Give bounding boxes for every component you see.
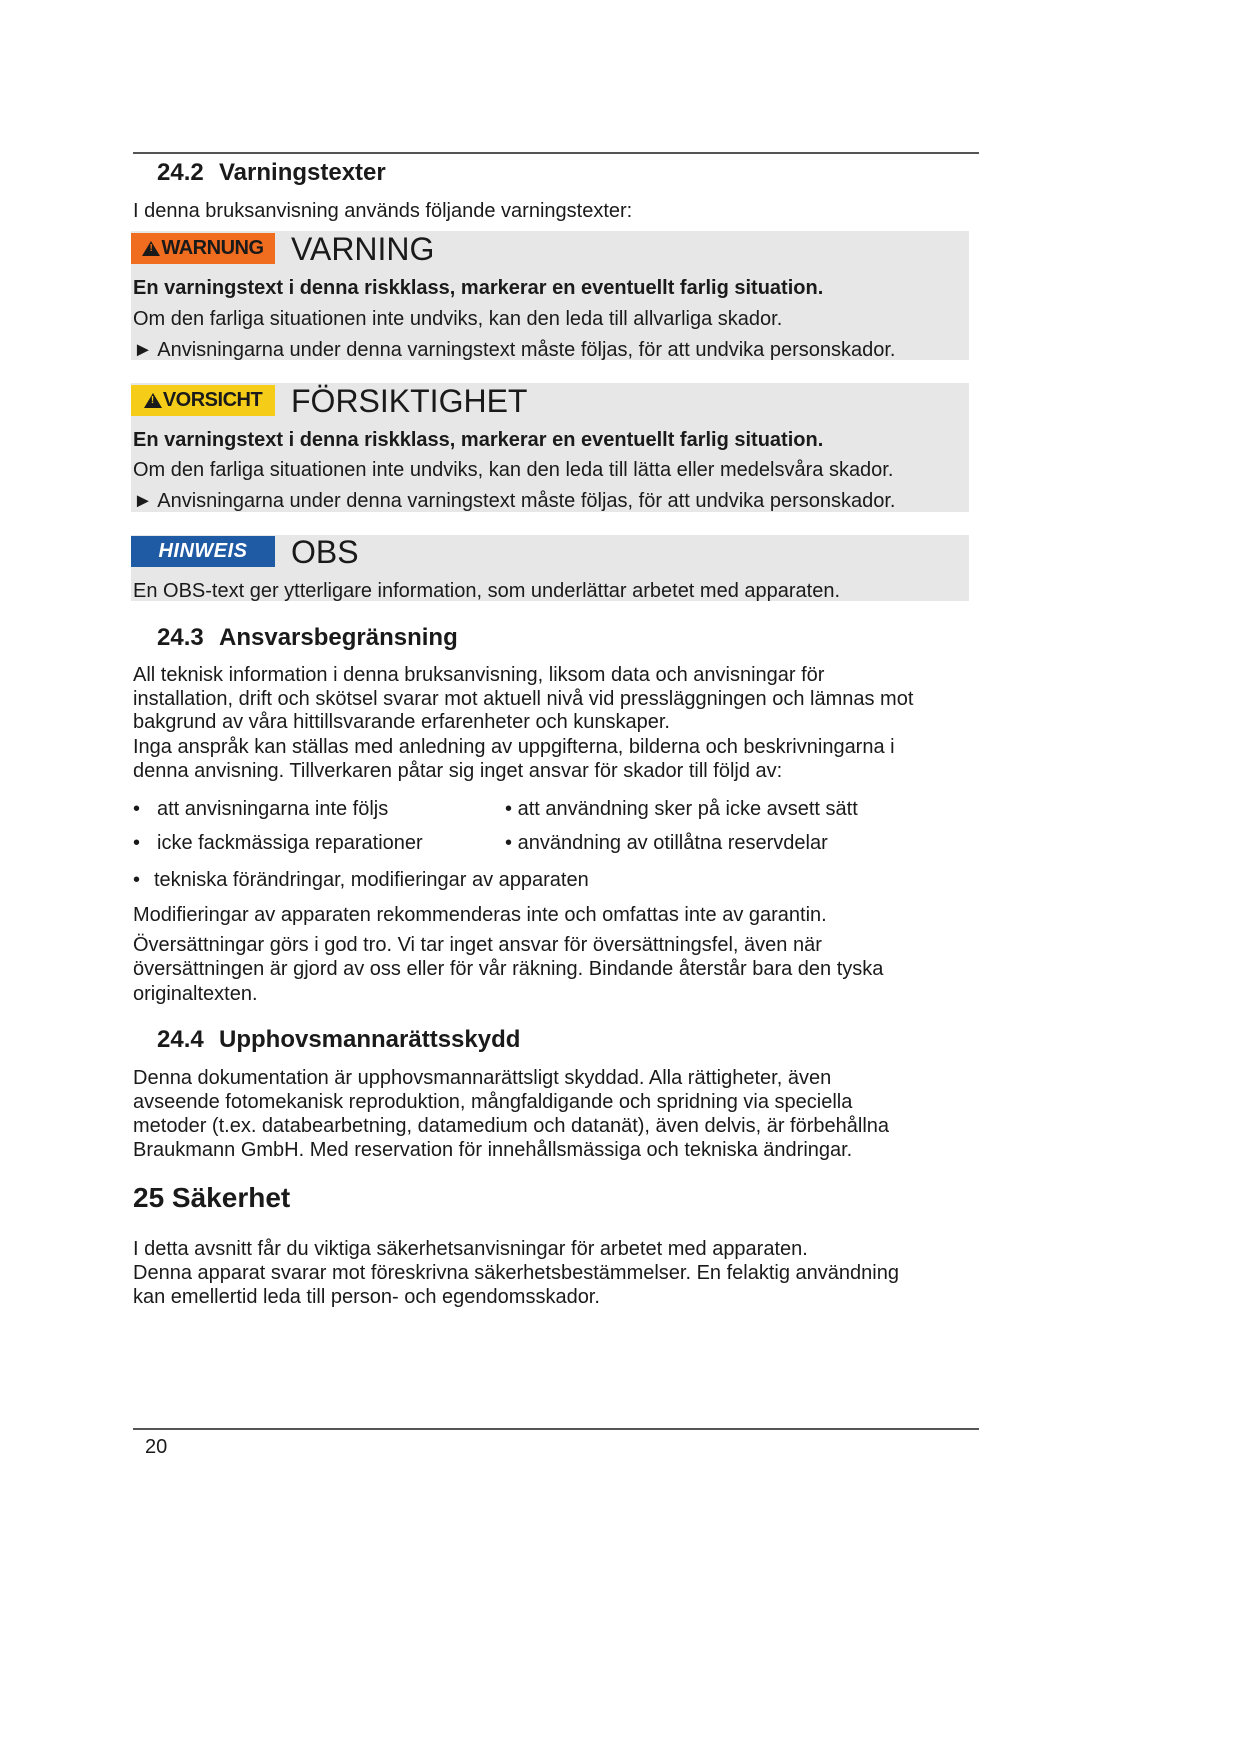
caution-badge-label: VORSICHT [162, 389, 263, 411]
chapter-heading-25: 25 Säkerhet [133, 1182, 291, 1213]
list-item-text: att anvisningarna inte följs [157, 798, 389, 820]
caution-badge [131, 385, 275, 416]
paragraph-line: I detta avsnitt får du viktiga säkerhetsanvisningar för arbetet med apparaten. [133, 1238, 808, 1260]
bullet-icon: • [133, 832, 141, 854]
warning-signal-word: VARNING [291, 231, 435, 267]
caution-signal-word: FÖRSIKTIGHET [291, 383, 528, 419]
section-heading-24-3 [157, 624, 458, 652]
section-number: 24.4 [157, 1026, 204, 1053]
header-rule [133, 152, 979, 154]
list-item [133, 831, 423, 855]
section-number: 24.3 [157, 624, 204, 651]
list-item [505, 831, 828, 855]
section-number: 24.2 [157, 159, 204, 186]
bullet-icon: • [505, 832, 513, 854]
section-heading-24-4 [157, 1026, 520, 1054]
caution-bold-line: En varningstext i denna riskklass, markerar en eventuellt farlig situation. [133, 429, 824, 451]
note-badge-label: HINWEIS [158, 540, 248, 562]
warning-line-3: ► Anvisningarna under denna varningstext måste följas, för att undvika personskador. [133, 339, 896, 361]
warning-badge-label: WARNUNG [161, 237, 264, 259]
section-title: Upphovsmannarättsskydd [219, 1026, 521, 1053]
warning-bold-line: En varningstext i denna riskklass, markerar en eventuellt farlig situation. [133, 277, 824, 299]
list-item-text: tekniska förändringar, modifieringar av apparaten [154, 869, 589, 891]
paragraph-line: All teknisk information i denna bruksanvisning, liksom data och anvisningar för [133, 664, 825, 686]
paragraph-line: installation, drift och skötsel svarar mot aktuell nivå vid pressläggningen och lämnas mot [133, 688, 914, 710]
intro-text: I denna bruksanvisning används följande varningstexter: [133, 200, 633, 222]
bullet-icon: • [505, 798, 513, 820]
warning-line-2: Om den farliga situationen inte undviks, kan den leda till allvarliga skador. [133, 308, 783, 330]
section-heading-24-2 [157, 159, 386, 187]
warning-triangle-icon [142, 241, 160, 256]
paragraph-line: kan emellertid leda till person- och egendomsskador. [133, 1286, 600, 1308]
note-badge [131, 536, 275, 567]
caution-line-2: Om den farliga situationen inte undviks, kan den leda till lätta eller medelsvåra skador. [133, 459, 894, 481]
section-title: Varningstexter [219, 159, 386, 186]
paragraph-line: metoder (t.ex. databearbetning, datamedium och datanät), även delvis, är förbehållna [133, 1115, 890, 1137]
note-signal-word: OBS [291, 534, 359, 570]
bullet-icon: • [133, 798, 141, 820]
note-line: En OBS-text ger ytterligare information, som underlättar arbetet med apparaten. [133, 580, 841, 602]
paragraph-line: Denna dokumentation är upphovsmannarättsligt skyddad. Alla rättigheter, även [133, 1067, 832, 1089]
list-item [133, 868, 589, 892]
bullet-icon: • [133, 869, 141, 891]
paragraph-line: Inga anspråk kan ställas med anledning av uppgifterna, bilderna och beskrivningarna i [133, 736, 895, 758]
list-item-text: användning av otillåtna reservdelar [517, 832, 828, 854]
paragraph-line: denna anvisning. Tillverkaren påtar sig inget ansvar för skador till följd av: [133, 760, 783, 782]
paragraph-line: Denna apparat svarar mot föreskrivna säkerhetsbestämmelser. En felaktig användning [133, 1262, 899, 1284]
caution-line-3: ► Anvisningarna under denna varningstext måste följas, för att undvika personskador. [133, 490, 896, 512]
paragraph-line: avseende fotomekanisk reproduktion, mångfaldigande och spridning via speciella [133, 1091, 853, 1113]
paragraph-line: originaltexten. [133, 983, 258, 1005]
paragraph-line: översättningen är gjord av oss eller för vår räkning. Bindande återstår bara den tyska [133, 958, 884, 980]
warning-badge [131, 233, 275, 264]
paragraph-line: Översättningar görs i god tro. Vi tar inget ansvar för översättningsfel, även när [133, 934, 822, 956]
footer-rule [133, 1428, 979, 1430]
section-title: Ansvarsbegränsning [219, 624, 458, 651]
list-item-text: att användning sker på icke avsett sätt [517, 798, 858, 820]
page-number: 20 [145, 1436, 168, 1458]
paragraph-line: Modifieringar av apparaten rekommenderas inte och omfattas inte av garantin. [133, 904, 827, 926]
list-item [133, 797, 388, 821]
paragraph-line: Braukmann GmbH. Med reservation för innehållsmässiga och tekniska ändringar. [133, 1139, 853, 1161]
caution-triangle-icon [144, 393, 162, 408]
list-item [505, 797, 858, 821]
paragraph-line: bakgrund av våra hittillsvarande erfarenheter och kunskaper. [133, 711, 670, 733]
list-item-text: icke fackmässiga reparationer [157, 832, 423, 854]
